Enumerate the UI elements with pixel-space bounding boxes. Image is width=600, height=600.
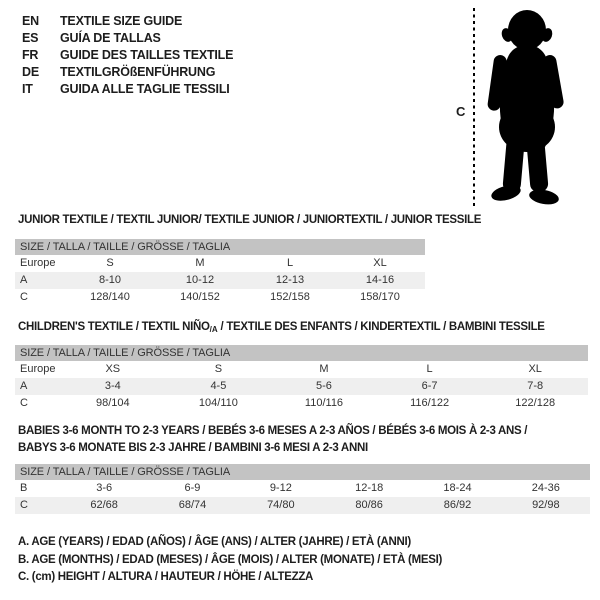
guide-title-de: TEXTILGRÖßENFÜHRUNG [60,65,216,79]
baby-silhouette [450,5,600,210]
children-title-text: / TEXTILE DES ENFANTS / KINDERTEXTIL / BAMBINI TESSILE [217,321,545,333]
lang-code: FR [22,48,39,62]
table-header-bar: SIZE / TALLA / TAILLE / GRÖSSE / TAGLIA [15,239,425,255]
lang-code: EN [22,14,39,28]
size-cell: M [319,363,329,375]
size-cell: 98/104 [95,397,130,409]
table-row-europe [15,255,425,272]
children-size-table [15,345,588,412]
lang-code: DE [22,65,39,79]
height-measure-label: C [456,104,466,119]
size-cell: 92/98 [532,499,560,511]
table-row-age-years [15,378,588,395]
table-row-height [15,395,588,412]
children-title-subscript: /A [209,325,218,334]
table-row-europe [15,361,588,378]
size-cell: 5-6 [316,380,332,392]
babies-section-title [18,423,527,457]
babies-title-line1: BABIES 3-6 MONTH TO 2-3 YEARS / BEBÉS 3-6 MESES A 2-3 AÑOS / BÉBÉS 3-6 MOIS À 2-3 ANS / [18,425,528,437]
size-cell: 7-8 [527,380,544,392]
size-cell: 68/74 [178,499,207,511]
row-label: B [20,482,28,494]
size-cell: 86/92 [443,499,472,511]
row-label: Europe [20,257,56,269]
footnote-age-years: A. AGE (YEARS) / EDAD (AÑOS) / ÂGE (ANS) / ALTER (JAHRE) / ETÀ (ANNI) [18,536,411,548]
row-label: C [20,499,28,511]
table-row-age-months [15,480,590,497]
row-label: A [20,380,28,392]
baby-figure-shape [487,10,565,206]
size-cell: XL [528,363,542,375]
lang-code: ES [22,31,39,45]
size-cell: 80/86 [355,499,383,511]
size-cell: 128/140 [90,291,130,303]
size-cell: 6-9 [184,482,201,494]
size-cell: 74/80 [267,499,295,511]
row-label: C [20,291,28,303]
lang-code: IT [22,82,33,96]
size-cell: 12-13 [275,274,305,286]
size-cell: XL [373,257,387,269]
children-section-title [18,321,545,336]
footnote-age-months: B. AGE (MONTHS) / EDAD (MESES) / ÂGE (MOIS) / ALTER (MONATE) / ETÀ (MESI) [18,553,443,566]
row-label: A [20,274,28,286]
size-cell: 4-5 [210,380,227,392]
size-cell: 116/122 [410,397,450,409]
table-header-bar: SIZE / TALLA / TAILLE / GRÖSSE / TAGLIA [15,345,588,361]
junior-section-title: JUNIOR TEXTILE / TEXTIL JUNIOR/ TEXTILE JUNIOR / JUNIORTEXTIL / JUNIOR TESSILE [18,214,482,226]
row-label: Europe [20,363,56,375]
size-cell: 152/158 [270,291,310,303]
size-cell: 18-24 [443,482,472,494]
size-cell: S [214,363,223,375]
size-cell: 62/68 [90,499,118,511]
babies-size-table [15,464,590,514]
table-row-age-years [15,272,425,289]
size-cell: 6-7 [421,380,438,392]
size-cell: 10-12 [185,274,215,286]
junior-size-table [15,239,425,306]
guide-title-es: GUÍA DE TALLAS [60,31,161,45]
size-cell: 3-4 [104,380,121,392]
lang-row-fr [22,47,233,64]
size-cell: 104/110 [198,397,238,409]
footnote-height: C. (cm) HEIGHT / ALTURA / HAUTEUR / HÖHE / ALTEZZA [18,571,314,583]
table-row-height [15,289,425,306]
size-cell: 9-12 [269,482,292,494]
lang-row-de [22,64,233,81]
table-row-height [15,497,590,514]
size-cell: XS [105,363,121,375]
size-cell: 140/152 [180,291,220,303]
table-header-bar: SIZE / TALLA / TAILLE / GRÖSSE / TAGLIA [15,464,590,480]
babies-title-line2: BABYS 3-6 MONATE BIS 2-3 JAHRE / BAMBINI 3-6 MESI A 2-3 ANNI [18,442,368,454]
guide-title-en: TEXTILE SIZE GUIDE [60,14,183,28]
children-title-text: CHILDREN'S TEXTILE / TEXTIL NIÑO [18,321,210,333]
size-cell: L [426,363,433,375]
language-title-list [22,13,233,98]
size-cell: 110/116 [304,397,344,409]
lang-row-it [22,81,233,98]
lang-row-en [22,13,233,30]
size-cell: 14-16 [365,274,395,286]
size-cell: 12-18 [355,482,384,494]
size-cell: S [106,257,114,269]
size-cell: 24-36 [531,482,560,494]
size-cell: M [195,257,205,269]
size-cell: L [286,257,294,269]
size-cell: 3-6 [96,482,113,494]
guide-title-it: GUIDA ALLE TAGLIE TESSILI [60,82,230,96]
row-label: C [20,397,28,409]
size-cell: 8-10 [98,274,122,286]
legend-footnotes [18,534,442,587]
size-cell: 122/128 [515,397,556,409]
guide-title-fr: GUIDE DES TAILLES TEXTILE [60,48,234,62]
lang-row-es [22,30,233,47]
size-cell: 158/170 [360,291,400,303]
